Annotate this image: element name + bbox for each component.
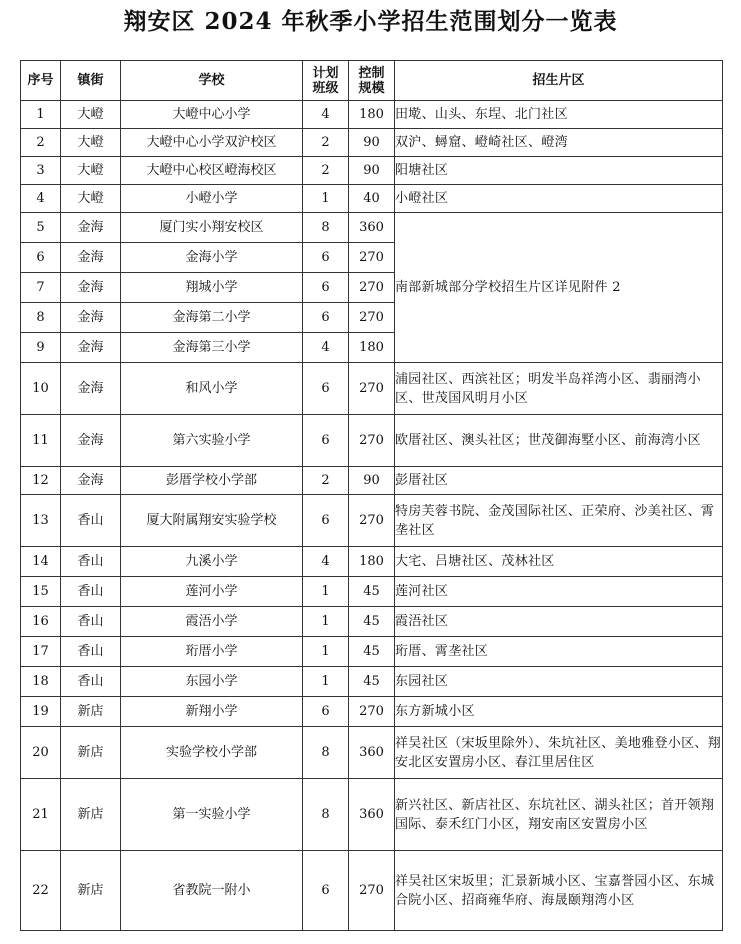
cell-capacity: 180: [349, 547, 395, 577]
cell-seq: 17: [21, 637, 61, 667]
cell-classes: 6: [303, 243, 349, 273]
cell-classes: 1: [303, 185, 349, 213]
cell-town: 金海: [61, 243, 121, 273]
table-row: [21, 129, 723, 157]
cell-school: 厦大附属翔安实验学校: [121, 495, 303, 547]
cell-school: 和风小学: [121, 363, 303, 415]
cell-capacity: 270: [349, 303, 395, 333]
cell-town: 香山: [61, 607, 121, 637]
cell-area: 小嶝社区: [395, 185, 723, 213]
cell-seq: 13: [21, 495, 61, 547]
table-row: [21, 851, 723, 931]
cell-capacity: 45: [349, 577, 395, 607]
cell-school: 金海第三小学: [121, 333, 303, 363]
table-row: [21, 213, 723, 243]
cell-town: 金海: [61, 363, 121, 415]
header-capacity-line1: 控制: [358, 65, 385, 81]
cell-town: 金海: [61, 467, 121, 495]
cell-classes: 6: [303, 273, 349, 303]
cell-seq: 15: [21, 577, 61, 607]
header-classes-line1: 计划: [312, 65, 339, 81]
cell-area: 东方新城小区: [395, 697, 723, 727]
cell-classes: 6: [303, 303, 349, 333]
cell-capacity: 360: [349, 727, 395, 779]
cell-capacity: 180: [349, 333, 395, 363]
cell-seq: 3: [21, 157, 61, 185]
cell-classes: 1: [303, 577, 349, 607]
cell-capacity: 360: [349, 779, 395, 851]
table-row: [21, 467, 723, 495]
cell-area: 双沪、蟳窟、嶝崎社区、嶝湾: [395, 129, 723, 157]
cell-school: 东园小学: [121, 667, 303, 697]
cell-area: 特房芙蓉书院、金茂国际社区、正荣府、沙美社区、霄垄社区: [395, 495, 723, 547]
cell-classes: 1: [303, 667, 349, 697]
header-school: 学校: [121, 61, 303, 101]
cell-classes: 8: [303, 779, 349, 851]
cell-classes: 2: [303, 129, 349, 157]
cell-town: 大嶝: [61, 101, 121, 129]
header-capacity-line2: 规模: [358, 80, 385, 96]
cell-capacity: 45: [349, 637, 395, 667]
cell-capacity: 90: [349, 467, 395, 495]
cell-area: 彭厝社区: [395, 467, 723, 495]
cell-capacity: 90: [349, 129, 395, 157]
page-title: 翔安区 2024 年秋季小学招生范围划分一览表: [123, 8, 618, 35]
cell-area: 浦园社区、西滨社区；明发半岛祥湾小区、翡丽湾小区、世茂国风明月小区: [395, 363, 723, 415]
cell-capacity: 90: [349, 157, 395, 185]
cell-classes: 2: [303, 467, 349, 495]
cell-seq: 19: [21, 697, 61, 727]
table-row: [21, 101, 723, 129]
cell-town: 新店: [61, 697, 121, 727]
cell-capacity: 40: [349, 185, 395, 213]
cell-school: 金海小学: [121, 243, 303, 273]
cell-area: 祥吴社区宋坂里；汇景新城小区、宝嘉誉园小区、东城合院小区、招商雍华府、海晟颐翔湾小区: [395, 851, 723, 931]
table-row: [21, 415, 723, 467]
table-row: [21, 637, 723, 667]
table-row: [21, 547, 723, 577]
cell-seq: 16: [21, 607, 61, 637]
cell-area-merged: 南部新城部分学校招生片区详见附件 2: [395, 213, 723, 363]
cell-seq: 21: [21, 779, 61, 851]
cell-seq: 7: [21, 273, 61, 303]
cell-school: 实验学校小学部: [121, 727, 303, 779]
enrollment-table: [20, 60, 723, 931]
cell-area: 东园社区: [395, 667, 723, 697]
cell-capacity: 270: [349, 495, 395, 547]
cell-town: 香山: [61, 667, 121, 697]
cell-seq: 9: [21, 333, 61, 363]
cell-seq: 8: [21, 303, 61, 333]
cell-seq: 2: [21, 129, 61, 157]
cell-school: 大嶝中心校区嶝海校区: [121, 157, 303, 185]
cell-town: 金海: [61, 333, 121, 363]
cell-capacity: 45: [349, 667, 395, 697]
header-capacity: [349, 61, 395, 101]
cell-school: 珩厝小学: [121, 637, 303, 667]
table-row: [21, 697, 723, 727]
cell-area: 霞浯社区: [395, 607, 723, 637]
cell-capacity: 270: [349, 697, 395, 727]
cell-town: 香山: [61, 547, 121, 577]
cell-capacity: 270: [349, 415, 395, 467]
cell-town: 新店: [61, 779, 121, 851]
cell-school: 第一实验小学: [121, 779, 303, 851]
cell-capacity: 270: [349, 363, 395, 415]
cell-school: 省教院一附小: [121, 851, 303, 931]
cell-town: 大嶝: [61, 157, 121, 185]
cell-town: 新店: [61, 851, 121, 931]
cell-classes: 4: [303, 333, 349, 363]
cell-area: 新兴社区、新店社区、东坑社区、湖头社区；首开领翔国际、泰禾红门小区，翔安南区安置房小区: [395, 779, 723, 851]
cell-school: 第六实验小学: [121, 415, 303, 467]
cell-capacity: 270: [349, 243, 395, 273]
cell-area: 大宅、吕塘社区、茂林社区: [395, 547, 723, 577]
cell-area: 阳塘社区: [395, 157, 723, 185]
header-area: 招生片区: [395, 61, 723, 101]
cell-capacity: 270: [349, 851, 395, 931]
cell-classes: 1: [303, 637, 349, 667]
cell-school: 大嶝中心小学: [121, 101, 303, 129]
header-town: 镇街: [61, 61, 121, 101]
cell-classes: 8: [303, 727, 349, 779]
cell-seq: 1: [21, 101, 61, 129]
header-classes: [303, 61, 349, 101]
table-row: [21, 577, 723, 607]
cell-area: 田墘、山头、东埕、北门社区: [395, 101, 723, 129]
cell-town: 金海: [61, 273, 121, 303]
cell-seq: 5: [21, 213, 61, 243]
cell-school: 厦门实小翔安校区: [121, 213, 303, 243]
header-seq: 序号: [21, 61, 61, 101]
cell-town: 金海: [61, 303, 121, 333]
cell-classes: 6: [303, 697, 349, 727]
header-classes-line2: 班级: [312, 80, 339, 96]
cell-town: 香山: [61, 495, 121, 547]
cell-seq: 22: [21, 851, 61, 931]
cell-capacity: 180: [349, 101, 395, 129]
cell-town: 香山: [61, 637, 121, 667]
cell-classes: 1: [303, 607, 349, 637]
table-row: [21, 727, 723, 779]
table-row: [21, 607, 723, 637]
cell-school: 小嶝小学: [121, 185, 303, 213]
cell-school: 九溪小学: [121, 547, 303, 577]
cell-school: 新翔小学: [121, 697, 303, 727]
cell-seq: 11: [21, 415, 61, 467]
cell-school: 翔城小学: [121, 273, 303, 303]
cell-seq: 10: [21, 363, 61, 415]
cell-town: 香山: [61, 577, 121, 607]
table-row: [21, 779, 723, 851]
cell-classes: 2: [303, 157, 349, 185]
cell-classes: 6: [303, 851, 349, 931]
table-row: [21, 363, 723, 415]
cell-classes: 4: [303, 547, 349, 577]
table-row: [21, 495, 723, 547]
cell-school: 莲河小学: [121, 577, 303, 607]
cell-classes: 6: [303, 495, 349, 547]
cell-area: 莲河社区: [395, 577, 723, 607]
cell-classes: 6: [303, 363, 349, 415]
table-row: [21, 667, 723, 697]
cell-seq: 20: [21, 727, 61, 779]
cell-town: 大嶝: [61, 185, 121, 213]
cell-school: 金海第二小学: [121, 303, 303, 333]
cell-seq: 6: [21, 243, 61, 273]
header-row: [21, 61, 723, 101]
cell-school: 彭厝学校小学部: [121, 467, 303, 495]
cell-seq: 14: [21, 547, 61, 577]
cell-seq: 18: [21, 667, 61, 697]
cell-town: 大嶝: [61, 129, 121, 157]
cell-seq: 12: [21, 467, 61, 495]
cell-area: 祥吴社区（宋坂里除外）、朱坑社区、美地雅登小区、翔安北区安置房小区、春江里居住区: [395, 727, 723, 779]
cell-classes: 8: [303, 213, 349, 243]
cell-classes: 6: [303, 415, 349, 467]
cell-school: 霞浯小学: [121, 607, 303, 637]
cell-capacity: 360: [349, 213, 395, 243]
cell-town: 金海: [61, 213, 121, 243]
cell-school: 大嶝中心小学双沪校区: [121, 129, 303, 157]
table-row: [21, 185, 723, 213]
cell-town: 金海: [61, 415, 121, 467]
cell-seq: 4: [21, 185, 61, 213]
cell-capacity: 45: [349, 607, 395, 637]
cell-area: 珩厝、霄垄社区: [395, 637, 723, 667]
cell-capacity: 270: [349, 273, 395, 303]
cell-classes: 4: [303, 101, 349, 129]
cell-area: 欧厝社区、澳头社区；世茂御海墅小区、前海湾小区: [395, 415, 723, 467]
table-row: [21, 157, 723, 185]
cell-town: 新店: [61, 727, 121, 779]
